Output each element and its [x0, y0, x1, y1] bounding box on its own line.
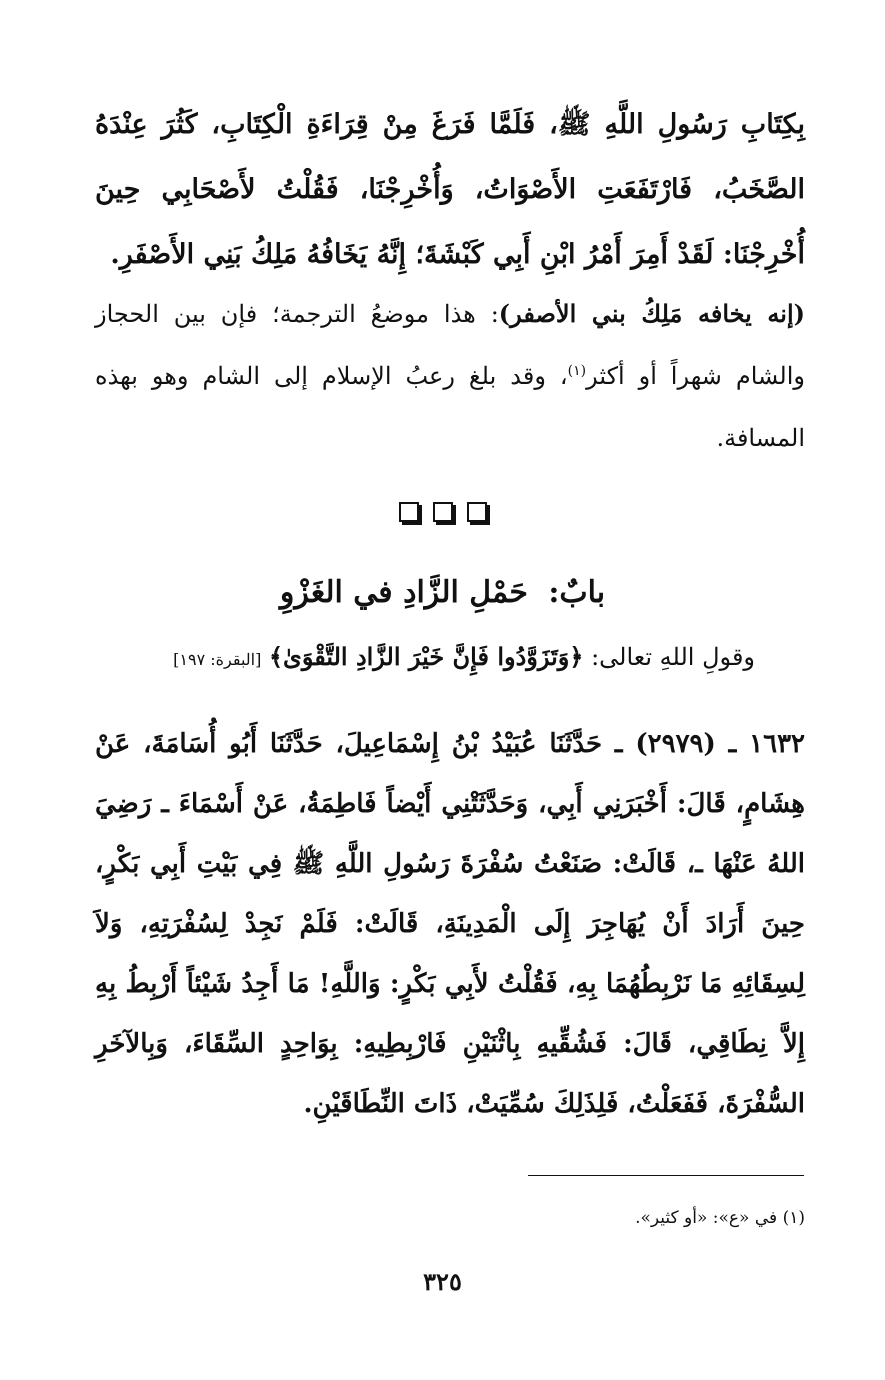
chapter-heading — [0, 568, 885, 618]
verse-reference: [البقرة: ١٩٧] — [173, 650, 262, 669]
commentary-text-before-note: : هذا موضعُ الترجمة؛ فإن بين الحجاز والشام شهراً أو أكثر — [95, 300, 805, 390]
hadith-text: ١٦٣٢ ـ (٢٩٧٩) ـ حَدَّثَنَا عُبَيْدُ بْنُ إِسْمَاعِيلَ، حَدَّثَنَا أَبُو أُسَامَةَ، عَنْ هِشَامٍ، قَالَ: أَخْبَرَنِي أَبِي، وَحَدَّثَتْنِي أَيْضاً فَاطِمَةُ، عَنْ أَسْمَاءَ ـ رَضِيَ اللهُ عَنْهَا ـ، قَالَتْ: صَنَعْتُ سُفْرَةَ رَسُولِ اللَّهِ ﷺ فِي بَيْتِ أَبِي بَكْرٍ، حِينَ أَرَادَ أَنْ يُهَاجِرَ إِلَى الْمَدِينَةِ، قَالَتْ: فَلَمْ نَجِدْ لِسُفْرَتِهِ، وَلاَ لِسِقَائِهِ مَا نَرْبِطُهُمَا بِهِ، فَقُلْتُ لأَبِي بَكْرٍ: وَاللَّهِ! مَا أَجِدُ شَيْئاً أَرْبِطُ بِهِ إِلاَّ نِطَاقِي، قَالَ: فَشُقِّيهِ بِاثْنَيْنِ فَارْبِطِيهِ: بِوَاحِدٍ السِّقَاءَ، وَبِالآخَرِ السُّفْرَةَ، فَفَعَلْتُ، فَلِذَلِكَ سُمِّيَتْ، ذَاتَ النِّطَاقَيْنِ. — [95, 729, 805, 1119]
separator-square-icon — [399, 502, 419, 522]
footnote-divider — [528, 1175, 804, 1176]
commentary-text-after-note: ، وقد بلغ رعبُ الإسلام إلى الشام وهو بهذه المسافة. — [95, 362, 805, 452]
verse-intro: وقولِ اللهِ تعالى: — [591, 643, 755, 671]
footnote-reference: (١) — [567, 363, 587, 379]
hadith-continuation — [95, 92, 805, 287]
quran-verse: ﴿وَتَزَوَّدُوا فَإِنَّ خَيْرَ الزَّادِ التَّقْوَىٰ﴾ — [268, 642, 584, 671]
separator-square-icon — [467, 502, 487, 522]
section-separator — [0, 502, 885, 522]
commentary-lead: (إنه يخافه مَلِكُ بني الأصفر) — [498, 299, 805, 328]
chapter-prefix: بابٌ: — [548, 575, 606, 610]
commentary-paragraph — [95, 283, 805, 469]
quran-verse-line — [120, 632, 755, 685]
chapter-title: حَمْلِ الزَّادِ في الغَزْوِ — [279, 575, 528, 610]
footnote — [95, 1203, 805, 1233]
footnote-marker: (١) — [782, 1208, 805, 1228]
page-number: ٣٢٥ — [423, 1267, 462, 1296]
hadith-paragraph — [95, 714, 805, 1134]
hadith-continuation-text: بِكِتَابِ رَسُولِ اللَّهِ ﷺ، فَلَمَّا فَرَغَ مِنْ قِرَاءَةِ الْكِتَابِ، كَثُرَ عِنْدَهُ الصَّخَبُ، فَارْتَفَعَتِ الأَصْوَاتُ، وَأُخْرِجْنَا، فَقُلْتُ لأَصْحَابِي حِينَ أُخْرِجْنَا: لَقَدْ أَمِرَ أَمْرُ ابْنِ أَبِي كَبْشَةَ؛ إِنَّهُ يَخَافُهُ مَلِكُ بَنِي الأَصْفَرِ. — [95, 109, 805, 270]
separator-square-icon — [433, 502, 453, 522]
footnote-text: في «ع»: «أو كثير». — [635, 1208, 778, 1228]
